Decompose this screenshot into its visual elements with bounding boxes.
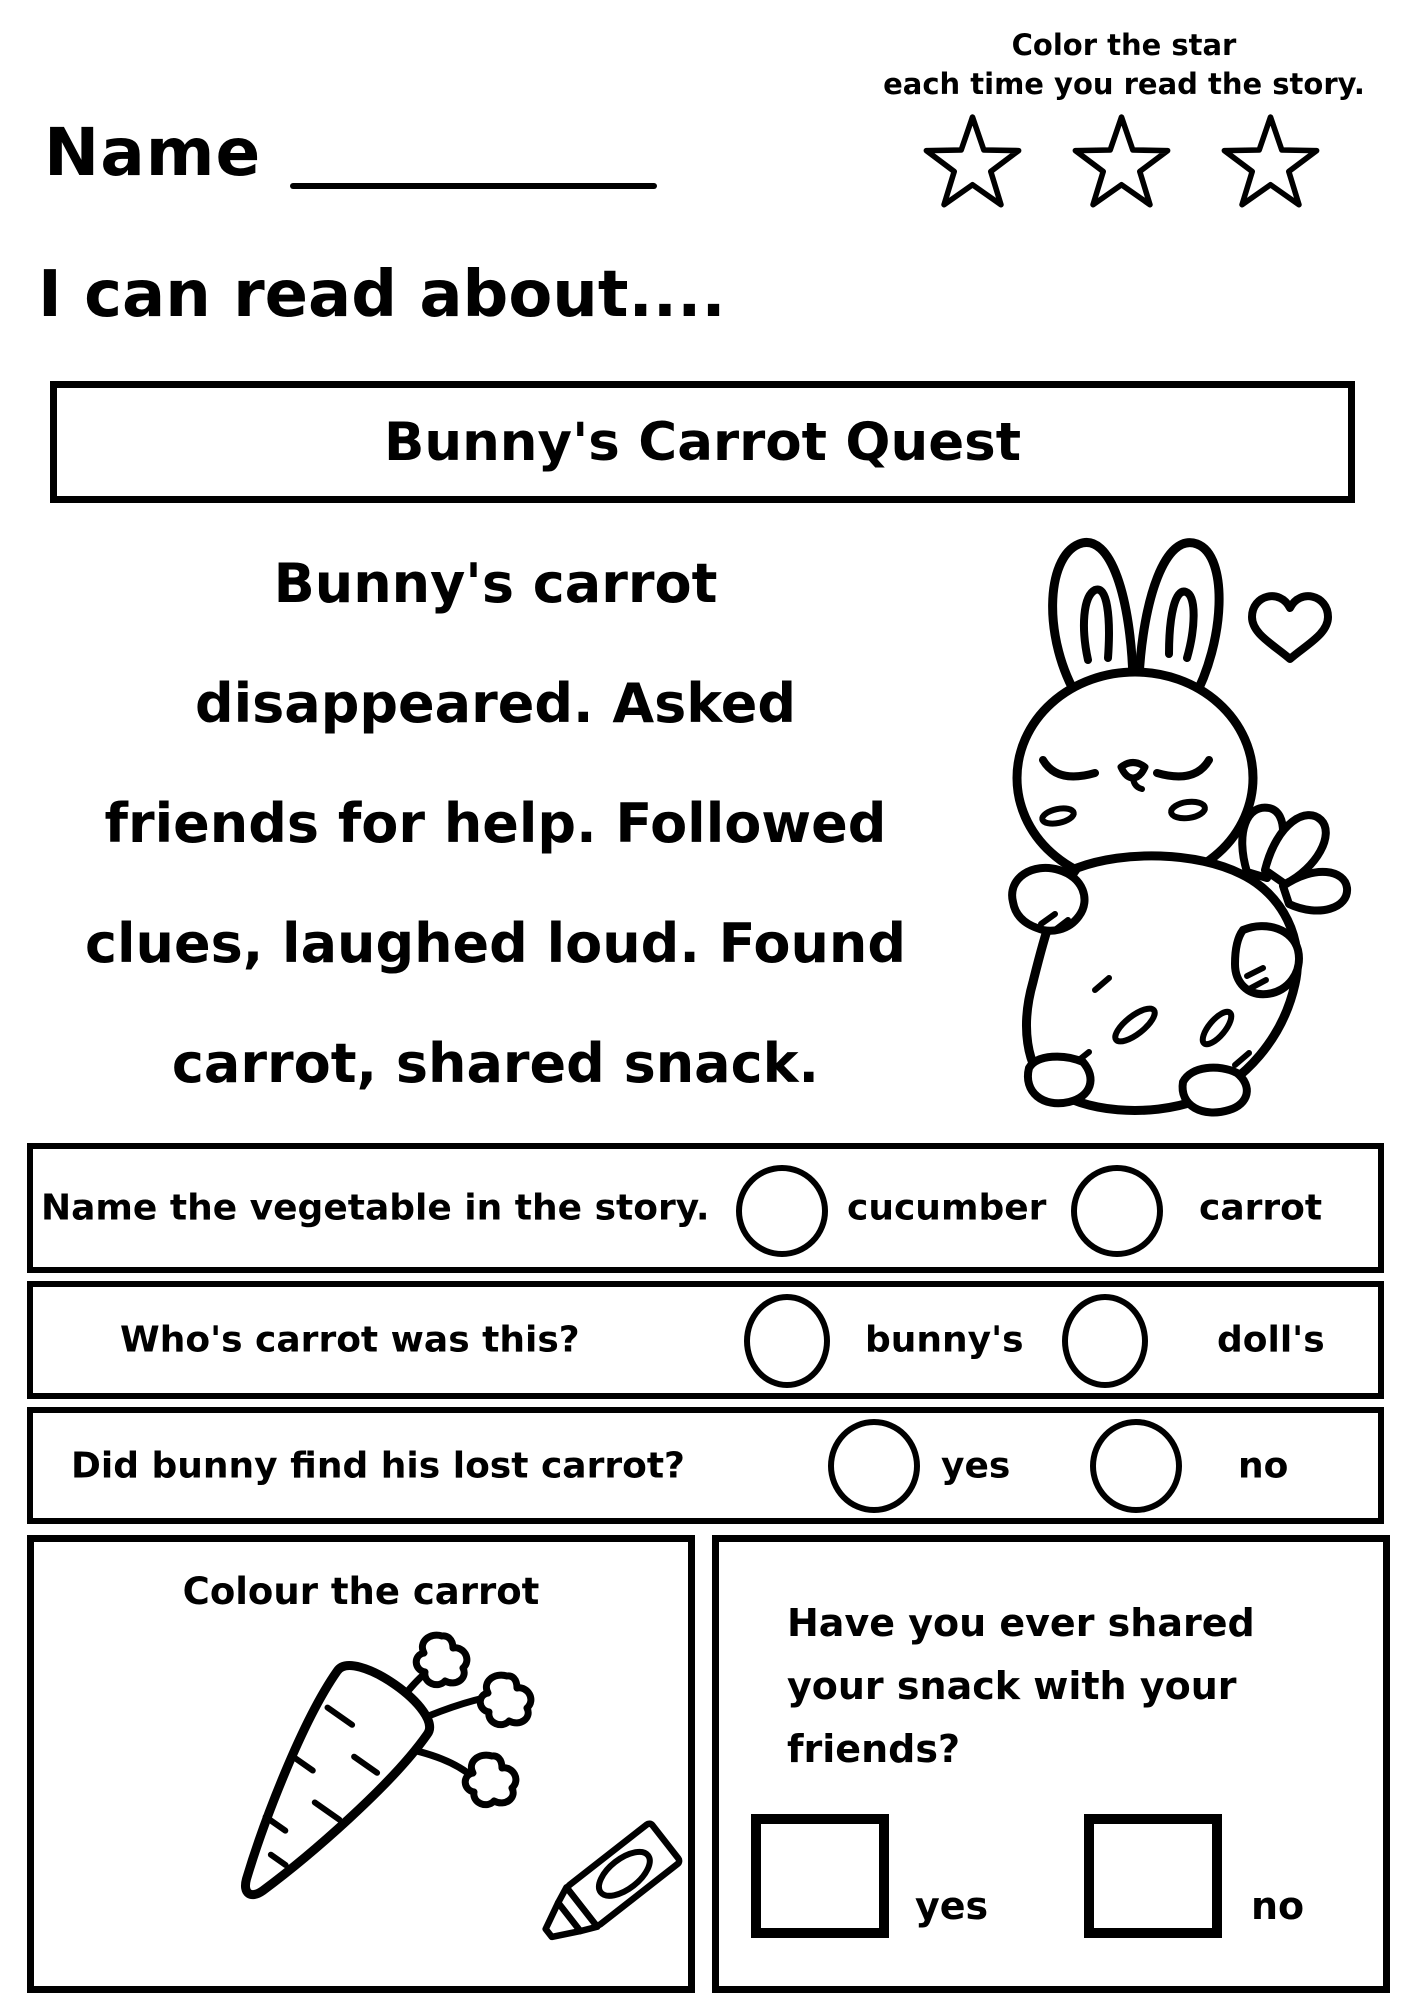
share-question-box	[712, 1535, 1390, 1993]
answer-circle[interactable]	[736, 1165, 828, 1257]
answer-circle[interactable]	[1071, 1165, 1163, 1257]
share-question-line3: friends?	[787, 1727, 960, 1771]
question-row-2	[27, 1281, 1384, 1399]
checkbox-yes[interactable]	[751, 1814, 889, 1938]
story-text	[28, 524, 963, 1124]
star-instruction-line2: each time you read the story.	[883, 67, 1365, 101]
answer-circle[interactable]	[1090, 1419, 1182, 1513]
name-write-line[interactable]	[290, 183, 657, 189]
star-icon[interactable]	[916, 108, 1029, 214]
answer-circle[interactable]	[828, 1419, 920, 1513]
share-question-line2: your snack with your	[787, 1664, 1237, 1708]
story-line: carrot, shared snack.	[171, 1032, 820, 1095]
story-line: Bunny's carrot	[273, 552, 718, 615]
story-line: disappeared. Asked	[194, 672, 796, 735]
question-row-1	[27, 1143, 1384, 1273]
share-question-line1: Have you ever shared	[787, 1601, 1255, 1645]
checkbox-no-label: no	[1251, 1884, 1305, 1928]
answer-option: carrot	[1199, 1187, 1323, 1229]
story-title: Bunny's Carrot Quest	[383, 411, 1022, 473]
star-icon[interactable]	[1214, 108, 1327, 214]
answer-option: cucumber	[847, 1187, 1047, 1229]
question-prompt: Name the vegetable in the story.	[41, 1187, 710, 1229]
question-prompt: Who's carrot was this?	[120, 1319, 580, 1361]
read-about-label: I can read about....	[38, 258, 726, 332]
checkbox-yes-label: yes	[915, 1884, 989, 1928]
star-instruction	[834, 26, 1414, 104]
answer-circle[interactable]	[744, 1294, 830, 1388]
question-row-3	[27, 1407, 1384, 1524]
answer-option: yes	[941, 1445, 1011, 1486]
crayon-icon	[496, 1798, 696, 1983]
colour-carrot-box	[27, 1535, 695, 1993]
star-icon[interactable]	[1065, 108, 1178, 214]
checkbox-no[interactable]	[1084, 1814, 1222, 1938]
name-label: Name	[44, 114, 262, 191]
heart-icon	[1252, 596, 1328, 659]
question-prompt: Did bunny find his lost carrot?	[71, 1445, 685, 1486]
share-question-text	[787, 1592, 1255, 1781]
answer-option: no	[1238, 1445, 1289, 1486]
colour-carrot-prompt: Colour the carrot	[182, 1570, 540, 1613]
answer-option: doll's	[1217, 1319, 1325, 1361]
answer-option: bunny's	[865, 1319, 1024, 1361]
bunny-hugging-carrot-illustration	[985, 520, 1400, 1120]
star-instruction-line1: Color the star	[1011, 28, 1237, 62]
star-row	[916, 108, 1327, 214]
story-title-box	[50, 381, 1355, 503]
answer-circle[interactable]	[1062, 1294, 1148, 1388]
story-line: clues, laughed loud. Found	[85, 912, 906, 975]
story-line: friends for help. Followed	[104, 792, 887, 855]
